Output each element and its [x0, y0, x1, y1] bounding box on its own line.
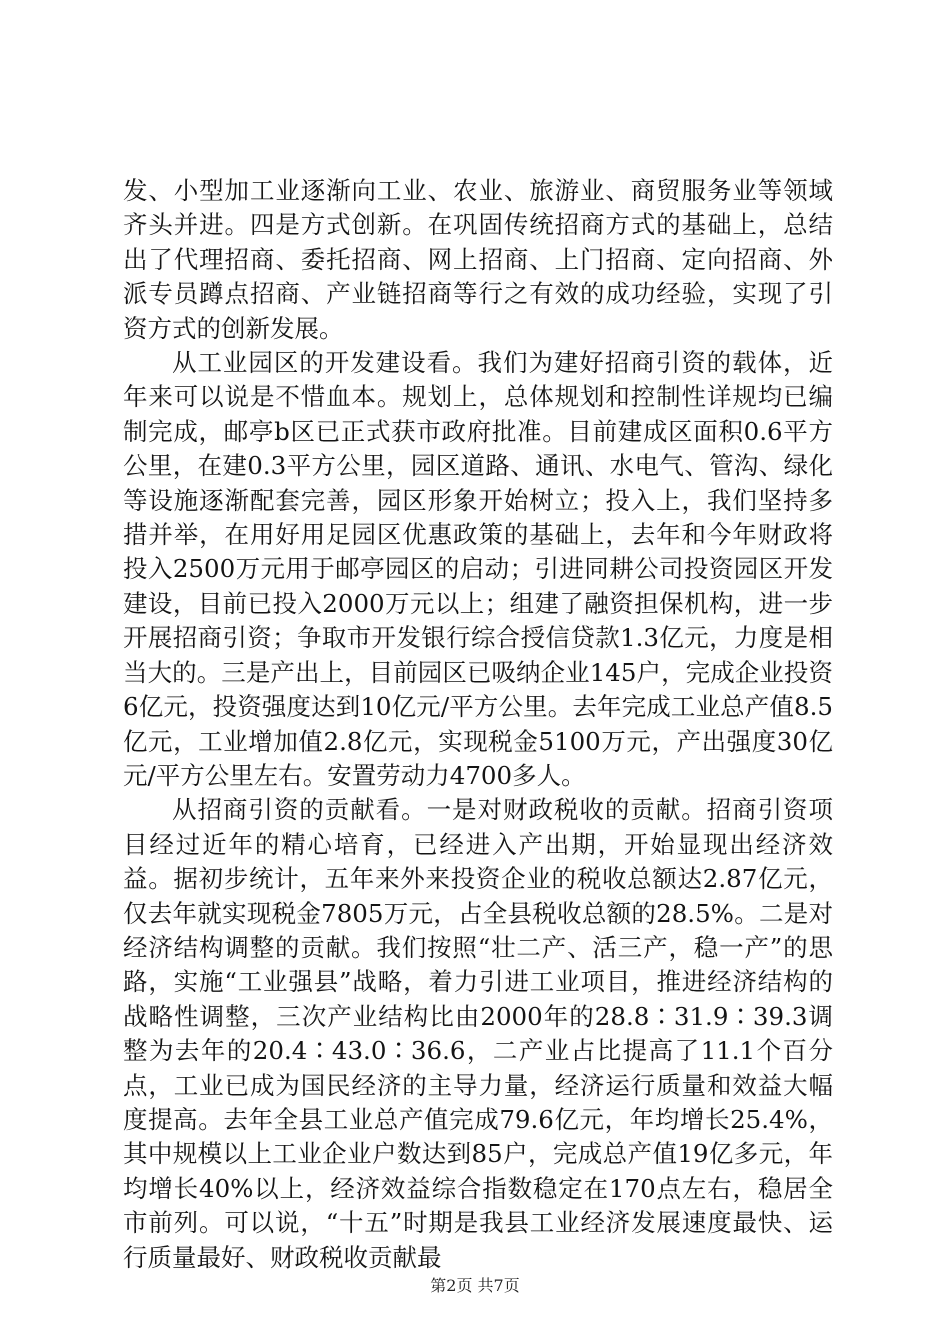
- document-body: [123, 174, 833, 1275]
- paragraph-investment-contribution: 从招商引资的贡献看。一是对财政税收的贡献。招商引资项目经过近年的精心培育，已经进入产出期，开始显现出经济效益。据初步统计，五年来外来投资企业的税收总额达2.87亿元，仅去年就实现税金7805万元，占全县税收总额的28.5%。二是对经济结构调整的贡献。我们按照“壮二产、活三产，稳一产”的思路，实施“工业强县”战略，着力引进工业项目，推进经济结构的战略性调整，三次产业结构比由2000年的28.8∶31.9∶39.3调整为去年的20.4∶43.0∶36.6，二产业占比提高了11.1个百分点，工业已成为国民经济的主导力量，经济运行质量和效益大幅度提高。去年全县工业总产值完成79.6亿元，年均增长25.4%，其中规模以上工业企业户数达到85户，完成总产值19亿多元，年均增长40%以上，经济效益综合指数稳定在170点左右，稳居全市前列。可以说，“十五”时期是我县工业经济发展速度最快、运行质量最好、财政税收贡献最: [123, 795, 833, 1272]
- paragraph-industrial-park: 从工业园区的开发建设看。我们为建好招商引资的载体，近年来可以说是不惜血本。规划上，总体规划和控制性详规均已编制完成，邮亭b区已正式获市政府批准。目前建成区面积0.6平方公里，在建0.3平方公里，园区道路、通讯、水电气、管沟、绿化等设施逐渐配套完善，园区形象开始树立；投入上，我们坚持多措并举，在用好用足园区优惠政策的基础上，去年和今年财政将投入2500万元用于邮亭园区的启动；引进同耕公司投资园区开发建设，目前已投入2000万元以上；组建了融资担保机构，进一步开展招商引资；争取市开发银行综合授信贷款1.3亿元，力度是相当大的。三是产出上，目前园区已吸纳企业145户，完成企业投资6亿元，投资强度达到10亿元/平方公里。去年完成工业总产值8.5亿元，工业增加值2.8亿元，实现税金5100万元，产出强度30亿元/平方公里左右。安置劳动力4700多人。: [123, 348, 833, 790]
- page-number-footer: 第2页 共7页: [430, 1276, 520, 1295]
- paragraph-continuation: 发、小型加工业逐渐向工业、农业、旅游业、商贸服务业等领域齐头并进。四是方式创新。在巩固传统招商方式的基础上，总结出了代理招商、委托招商、网上招商、上门招商、定向招商、外派专员蹲点招商、产业链招商等行之有效的成功经验，实现了引资方式的创新发展。: [123, 176, 833, 343]
